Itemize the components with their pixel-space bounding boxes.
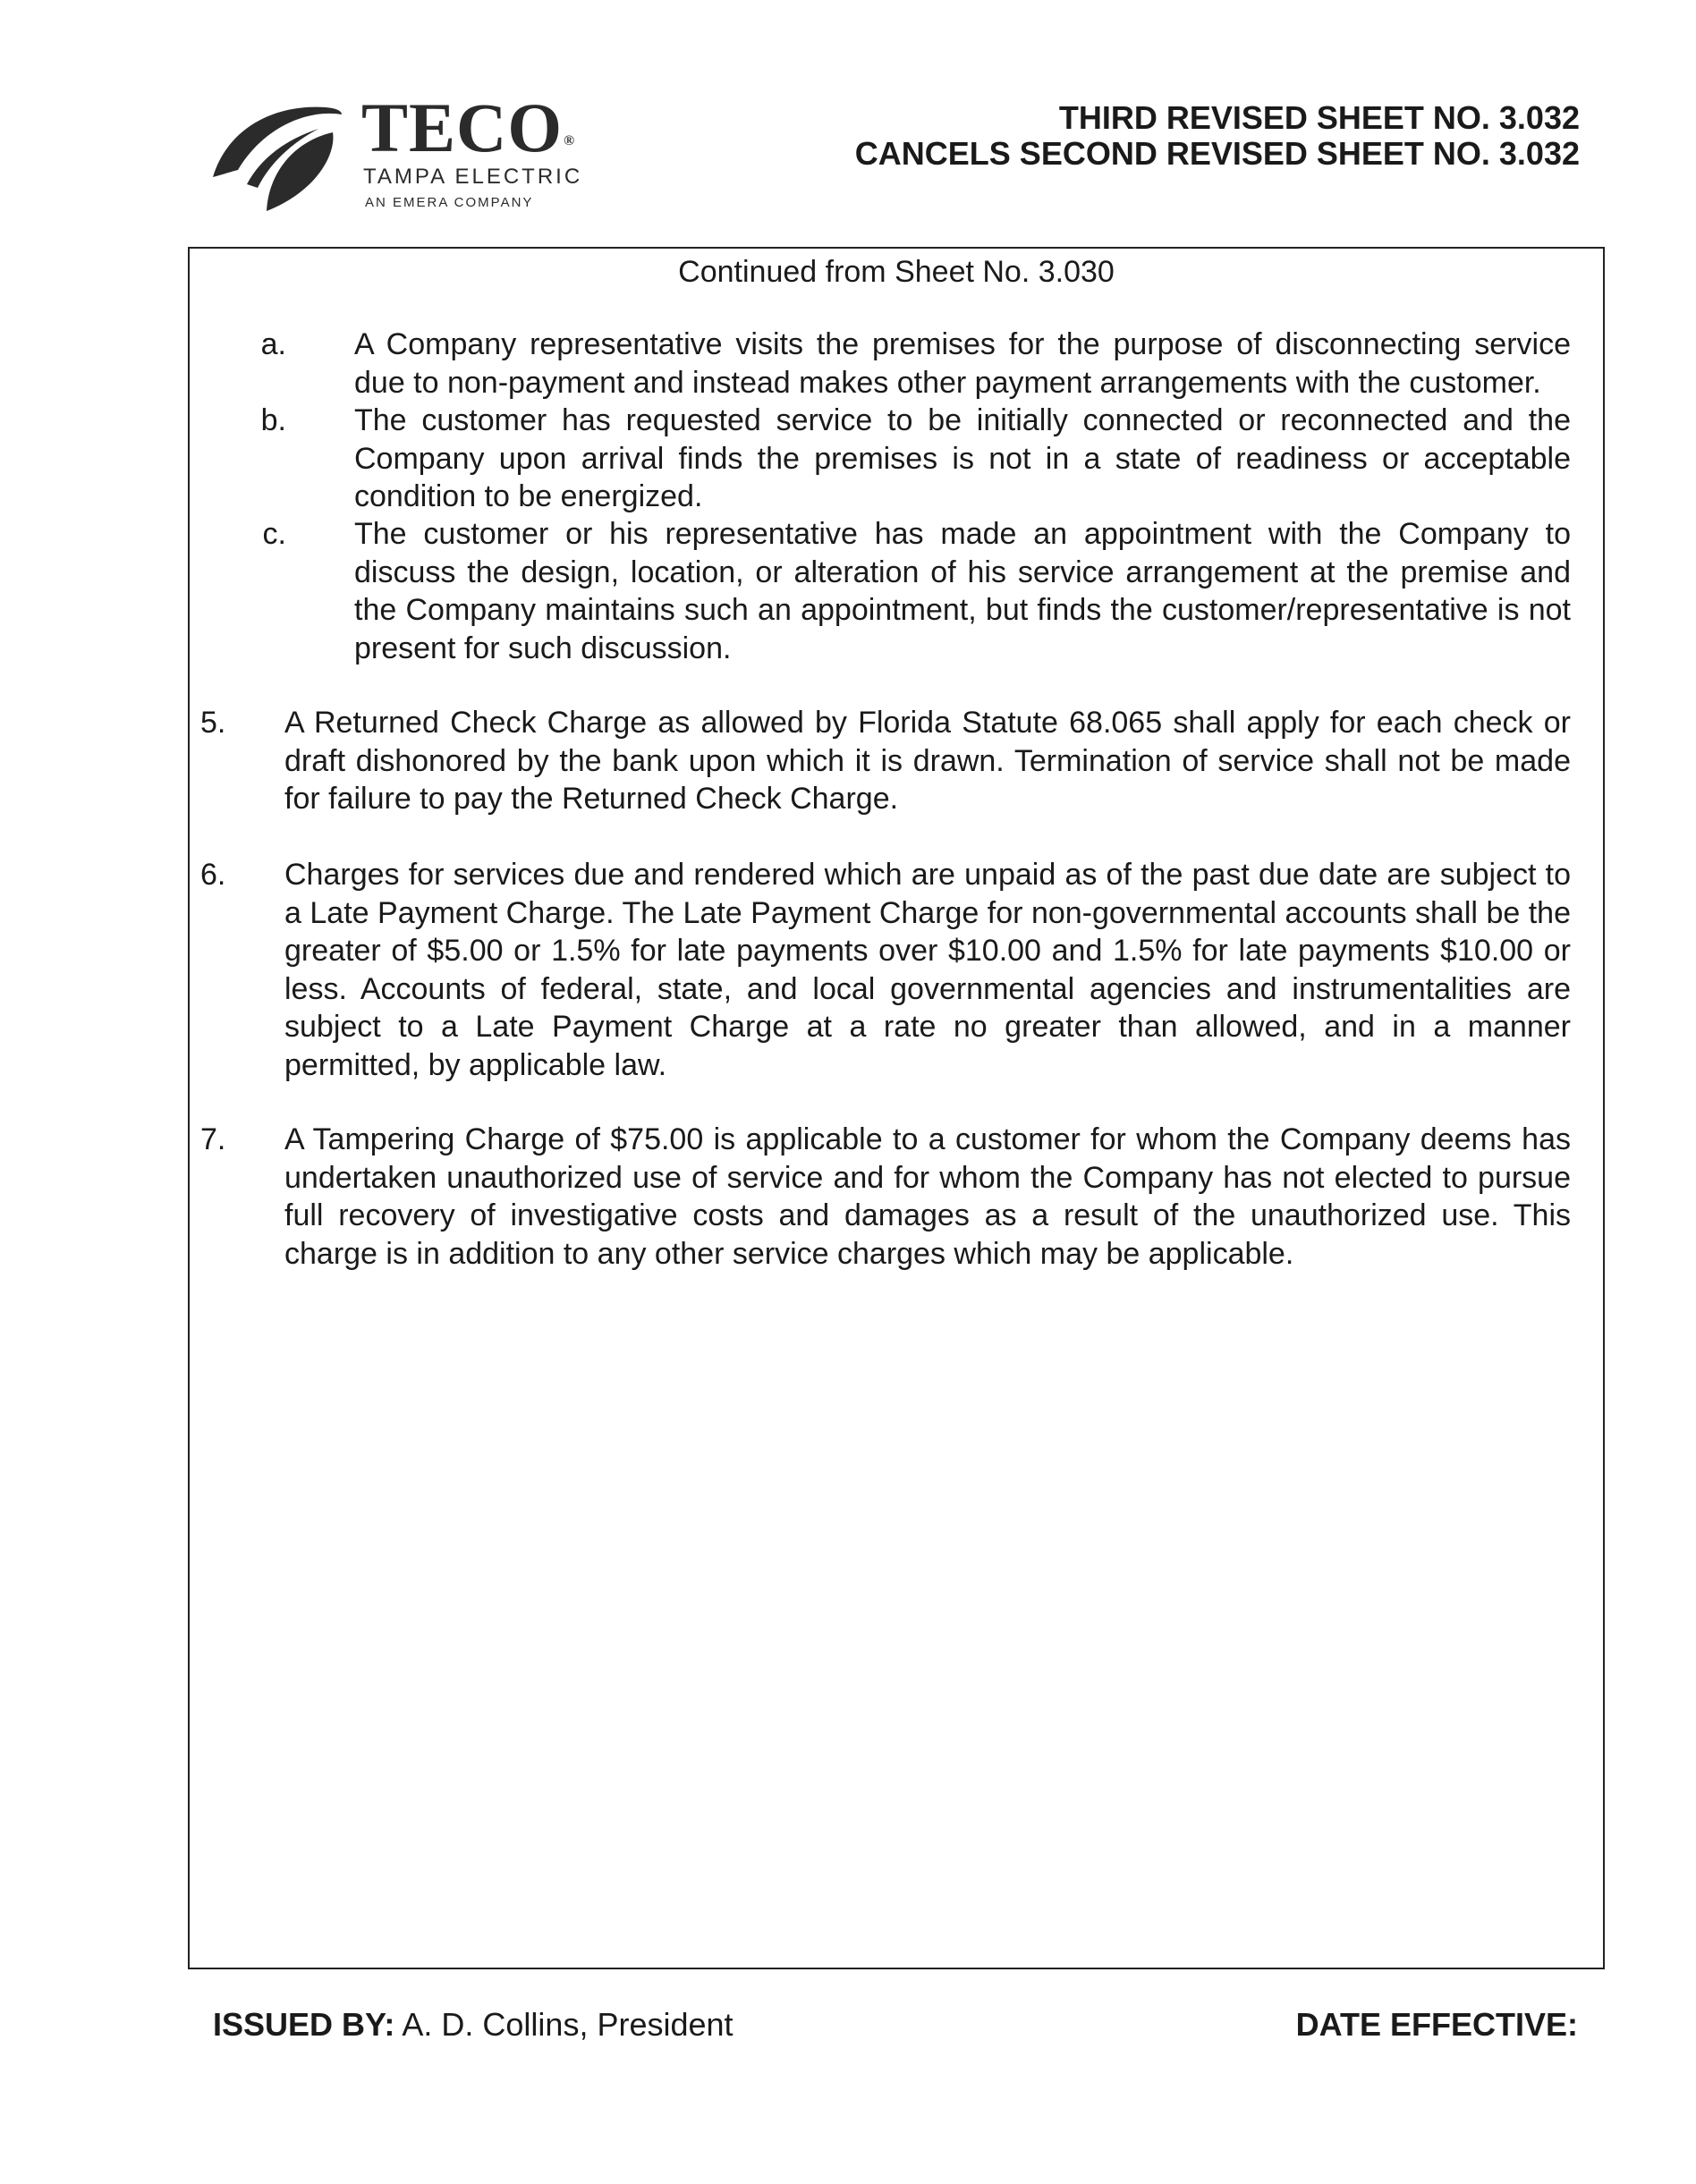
issued-by-value: A. D. Collins, President	[402, 2006, 734, 2043]
numbered-item-5	[200, 704, 1571, 818]
item-text: A Returned Check Charge as allowed by Florida Statute 68.065 shall apply for each check or draft dishonored by the bank upon which it is drawn. Termination of service shall not be made for failure to pay the Returned Check Charge.	[284, 706, 1571, 816]
list-marker: a.	[260, 327, 286, 361]
issued-by	[213, 2005, 734, 2044]
item-text: Charges for services due and rendered which are unpaid as of the past due date are subject to a Late Payment Charge. The Late Payment Charge for non-governmental accounts shall be the greater of $5.00 or 1.5% for late payments over $10.00 and 1.5% for late payments $10.00 or less. Accounts of federal, state, and local governmental agencies and instrumentalities are subject to a Late Payment Charge at a rate no greater than allowed, and in a manner permitted, by applicable law.	[284, 858, 1571, 1082]
sheet-titles	[855, 100, 1580, 172]
list-item-text: The customer has requested service to be initially connected or reconnected and the Company upon arrival finds the premises is not in a state of readiness or acceptable condition to be energized.	[354, 403, 1571, 513]
list-item-text: The customer or his representative has made an appointment with the Company to discuss the design, location, or alteration of his service arrangement at the premise and the Company maintains such an appointment, but finds the customer/representative is not present for such discussion.	[354, 517, 1571, 665]
sheet-number-title: THIRD REVISED SHEET NO. 3.032	[1058, 99, 1580, 136]
logo-parent-company: AN EMERA COMPANY	[365, 195, 534, 210]
item-number: 5.	[200, 706, 226, 740]
registered-mark: ®	[564, 133, 576, 148]
list-item-b	[243, 402, 1571, 516]
list-item-c	[243, 515, 1571, 667]
numbered-item-6	[200, 856, 1571, 1084]
logo-wordmark: TECO®	[361, 89, 576, 166]
continued-note: Continued from Sheet No. 3.030	[678, 255, 1115, 289]
company-logo	[211, 89, 658, 218]
cancels-sheet-title: CANCELS SECOND REVISED SHEET NO. 3.032	[854, 135, 1580, 172]
numbered-item-7	[200, 1121, 1571, 1273]
item-number: 7.	[200, 1122, 226, 1156]
tariff-content-frame	[188, 247, 1605, 1969]
list-item-text: A Company representative visits the premises for the purpose of disconnecting service due to non-payment and instead makes other payment arrangements with the customer.	[354, 327, 1571, 400]
logo-division: TAMPA ELECTRIC	[363, 165, 583, 189]
teco-swoosh-logo-icon	[211, 98, 343, 213]
list-marker: b.	[260, 403, 286, 437]
issued-by-label: ISSUED BY:	[213, 2006, 395, 2043]
list-item-a	[243, 326, 1571, 402]
date-effective-label: DATE EFFECTIVE:	[1295, 2006, 1578, 2043]
item-number: 6.	[200, 858, 226, 892]
item-text: A Tampering Charge of $75.00 is applicable to a customer for whom the Company deems has undertaken unauthorized use of service and for whom the Company has not elected to pursue full recovery of investigative costs and damages as a result of the unauthorized use. This charge is in addition to any other service charges which may be applicable.	[284, 1122, 1571, 1271]
list-marker: c.	[262, 517, 286, 551]
